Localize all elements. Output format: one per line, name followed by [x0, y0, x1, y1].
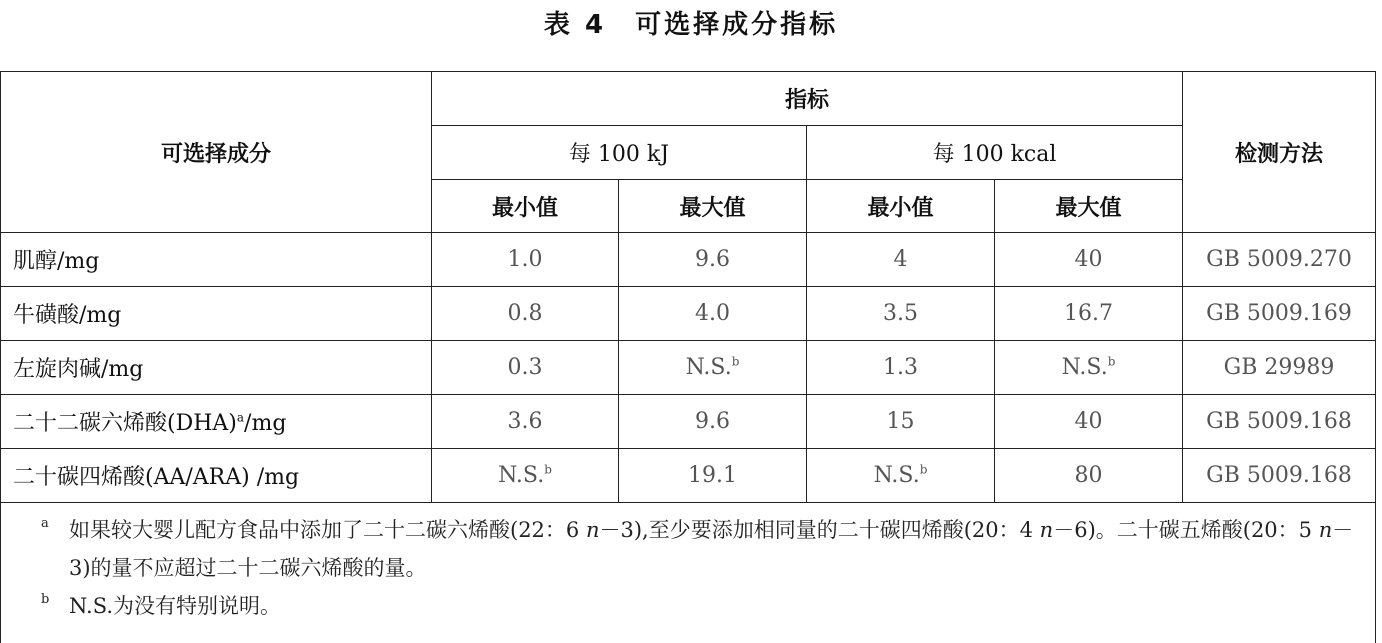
- kj-min-cell: 0.3: [432, 341, 619, 395]
- kj-max-cell: 4.0: [619, 287, 807, 341]
- kcal-min-cell: 4: [807, 233, 995, 287]
- footnote-ref-b: b: [1108, 355, 1116, 369]
- kcal-min-cell: 1.3: [807, 341, 995, 395]
- component-name: 二十碳四烯酸(AA/ARA) /mg: [1, 449, 432, 503]
- table-notes: [1, 503, 1376, 643]
- table-row: [1, 395, 1376, 449]
- kj-max-cell: 9.6: [619, 233, 807, 287]
- kj-max-cell: N.S.$^b$: [619, 341, 807, 395]
- header-indicator: 指标: [432, 72, 1183, 126]
- table-row: [1, 233, 1376, 287]
- footnote-ref-a: a: [237, 411, 244, 425]
- header-per-kj: 每 100 kJ: [432, 126, 807, 180]
- kj-min-cell: 3.6: [432, 395, 619, 449]
- kj-max-cell: 9.6: [619, 395, 807, 449]
- kcal-min-cell: N.S.$^b$: [807, 449, 995, 503]
- footnote-ref-b: b: [920, 463, 928, 477]
- table-row: [1, 341, 1376, 395]
- footnote-ref-b: b: [544, 463, 552, 477]
- footnote-mark-b: b: [41, 581, 49, 619]
- notes-row: [1, 503, 1376, 643]
- kcal-max-cell: N.S.$^b$: [995, 341, 1183, 395]
- method-cell: GB 5009.169: [1183, 287, 1376, 341]
- component-name: 左旋肉碱/mg: [1, 341, 432, 395]
- kj-min-cell: N.S.$^b$: [432, 449, 619, 503]
- method-cell: GB 5009.168: [1183, 395, 1376, 449]
- kcal-max-cell: 80: [995, 449, 1183, 503]
- header-per-kcal: 每 100 kcal: [807, 126, 1183, 180]
- kcal-max-cell: 40: [995, 233, 1183, 287]
- kcal-max-cell: 16.7: [995, 287, 1183, 341]
- header-kj-max: 最大值: [619, 180, 807, 233]
- footnote-ref-b: b: [732, 355, 740, 369]
- kcal-max-cell: 40: [995, 395, 1183, 449]
- table-row: [1, 287, 1376, 341]
- method-cell: GB 29989: [1183, 341, 1376, 395]
- table-row: [1, 449, 1376, 503]
- component-name: 肌醇/mg: [1, 233, 432, 287]
- header-kcal-max: 最大值: [995, 180, 1183, 233]
- header-component: 可选择成分: [1, 72, 432, 233]
- footnote-mark-a: a: [41, 505, 49, 543]
- kj-min-cell: 1.0: [432, 233, 619, 287]
- method-cell: GB 5009.270: [1183, 233, 1376, 287]
- method-cell: GB 5009.168: [1183, 449, 1376, 503]
- footnote-a: a 如果较大婴儿配方食品中添加了二十二碳六烯酸(22：6 n－3),至少要添加相同量的二十碳四烯酸(20：4 n－6)。二十碳五烯酸(20：5 n－3)的量不应超过二十二碳六烯酸的量。: [69, 511, 1355, 587]
- kj-min-cell: 0.8: [432, 287, 619, 341]
- kcal-min-cell: 15: [807, 395, 995, 449]
- component-name: 二十二碳六烯酸(DHA)$^a$/mg: [1, 395, 432, 449]
- table-title: 表 4 可选择成分指标: [0, 4, 1382, 41]
- kj-max-cell: 19.1: [619, 449, 807, 503]
- header-method: 检测方法: [1183, 72, 1376, 233]
- optional-components-table: [0, 71, 1376, 643]
- header-kcal-min: 最小值: [807, 180, 995, 233]
- footnote-b: b N.S.为没有特别说明。: [69, 587, 1355, 625]
- header-row-1: [1, 72, 1376, 126]
- header-kj-min: 最小值: [432, 180, 619, 233]
- component-name: 牛磺酸/mg: [1, 287, 432, 341]
- kcal-min-cell: 3.5: [807, 287, 995, 341]
